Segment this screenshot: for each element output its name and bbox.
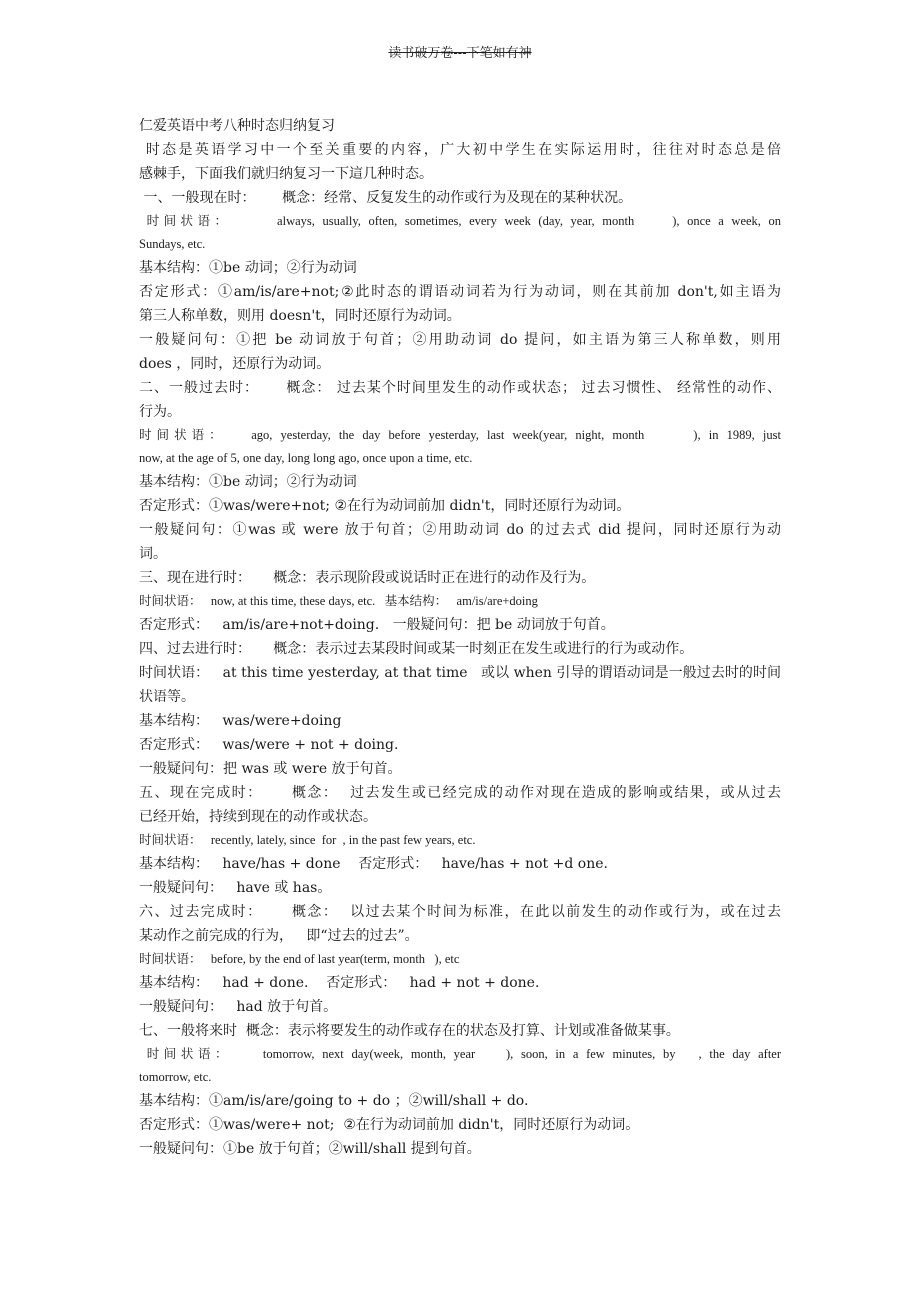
section-line: 一般疑问句：①把 be 动词放于句首；②用助动词 do 提问，如主语为第三人称单数，则用: [139, 332, 781, 348]
section-line: 状语等。: [139, 689, 195, 705]
section-line: 一般疑问句：把 was 或 were 放于句首。: [139, 761, 402, 777]
section-line: Sundays, etc.: [139, 237, 206, 251]
document-title: 仁爱英语中考八种时态归纳复习: [139, 118, 335, 134]
section-line: 时间状语： ago, yesterday, the day before yesterday, last week(year, night, month ), in 1989, just: [139, 428, 781, 442]
section-line: 某动作之前完成的行为， 即“过去的过去”。: [139, 928, 419, 944]
section-line: 否定形式： am/is/are+not+doing. 一般疑问句：把 be 动词放于句首。: [139, 617, 615, 633]
section-line: 一般疑问句：①be 放于句首；②will/shall 提到句首。: [139, 1141, 481, 1157]
section-line: 基本结构：①be 动词；②行为动词: [139, 474, 357, 490]
section-line: 时间状语： now, at this time, these days, etc. 基本结构： am/is/are+doing: [139, 594, 538, 608]
section-line: 时间状语： at this time yesterday, at that time 或以 when 引导的谓语动词是一般过去时的时间: [139, 665, 781, 681]
section-line: 行为。: [139, 404, 181, 420]
section-heading-present-perfect: 五、现在完成时： 概念： 过去发生或已经完成的动作对现在造成的影响或结果，或从过去: [139, 785, 781, 801]
section-line: 否定形式：①was/were+ not; ②在行为动词前加 didn't，同时还原行为动词。: [139, 1117, 640, 1133]
intro-line: 感棘手，下面我们就归纳复习一下這几种时态。: [139, 166, 433, 182]
section-heading-simple-present: 一、一般现在时： 概念：经常、反复发生的动作或行为及现在的某种状况。: [139, 190, 633, 206]
section-line: 否定形式：①am/is/are+not;②此时态的谓语动词若为行为动词，则在其前加 don't,如主语为: [139, 284, 781, 300]
section-line: 时间状语： tomorrow, next day(week, month, year ), soon, in a few minutes, by , the day after: [139, 1047, 782, 1061]
section-line: 时间状语： recently, lately, since for , in the past few years, etc.: [139, 833, 476, 847]
section-line: 基本结构： had + done. 否定形式： had + not + done.: [139, 975, 540, 991]
intro-line: 时态是英语学习中一个至关重要的内容，广大初中学生在实际运用时，往往对时态总是倍: [139, 142, 782, 158]
section-line: tomorrow, etc.: [139, 1070, 212, 1084]
section-line: 一般疑问句： had 放于句首。: [139, 999, 338, 1015]
section-line: 基本结构：①am/is/are/going to + do ；②will/shall + do.: [139, 1093, 529, 1109]
section-line: 第三人称单数，则用 doesn't，同时还原行为动词。: [139, 308, 461, 324]
section-line: does ，同时，还原行为动词。: [139, 356, 331, 372]
section-line: 已经开始，持续到现在的动作或状态。: [139, 809, 377, 825]
page-header: [0, 42, 920, 61]
header-motto: 读书破万卷---下笔如有神: [388, 46, 532, 61]
section-heading-past-perfect: 六、过去完成时： 概念： 以过去某个时间为标准，在此以前发生的动作或行为，或在过去: [139, 904, 781, 920]
section-line: 基本结构：①be 动词；②行为动词: [139, 260, 357, 276]
section-heading-simple-past: 二、一般过去时： 概念： 过去某个时间里发生的动作或状态； 过去习惯性、 经常性的动作、: [139, 380, 781, 396]
section-heading-simple-future: 七、一般将来时 概念：表示将要发生的动作或存在的状态及打算、计划或准备做某事。: [139, 1023, 680, 1039]
section-line: 基本结构： was/were+doing: [139, 713, 342, 729]
section-line: 词。: [139, 546, 167, 562]
section-line: 一般疑问句：①was 或 were 放于句首；②用助动词 do 的过去式 did 提问，同时还原行为动: [139, 522, 781, 538]
section-line: 基本结构： have/has + done 否定形式： have/has + not +d one.: [139, 856, 608, 872]
section-line: 时间状语： always, usually, often, sometimes, every week (day, year, month ), once a week, on: [139, 214, 782, 228]
document-body: [139, 114, 781, 1161]
section-line: 否定形式：①was/were+not; ②在行为动词前加 didn't，同时还原行为动词。: [139, 498, 631, 514]
section-line: now, at the age of 5, one day, long long ago, once upon a time, etc.: [139, 451, 473, 465]
section-line: 否定形式： was/were + not + doing.: [139, 737, 399, 753]
section-heading-present-continuous: 三、现在进行时： 概念：表示现阶段或说话时正在进行的动作及行为。: [139, 570, 596, 586]
section-heading-past-continuous: 四、过去进行时： 概念：表示过去某段时间或某一时刻正在发生或进行的行为或动作。: [139, 641, 694, 657]
section-line: 时间状语： before, by the end of last year(term, month ), etc: [139, 952, 460, 966]
section-line: 一般疑问句： have 或 has。: [139, 880, 332, 896]
